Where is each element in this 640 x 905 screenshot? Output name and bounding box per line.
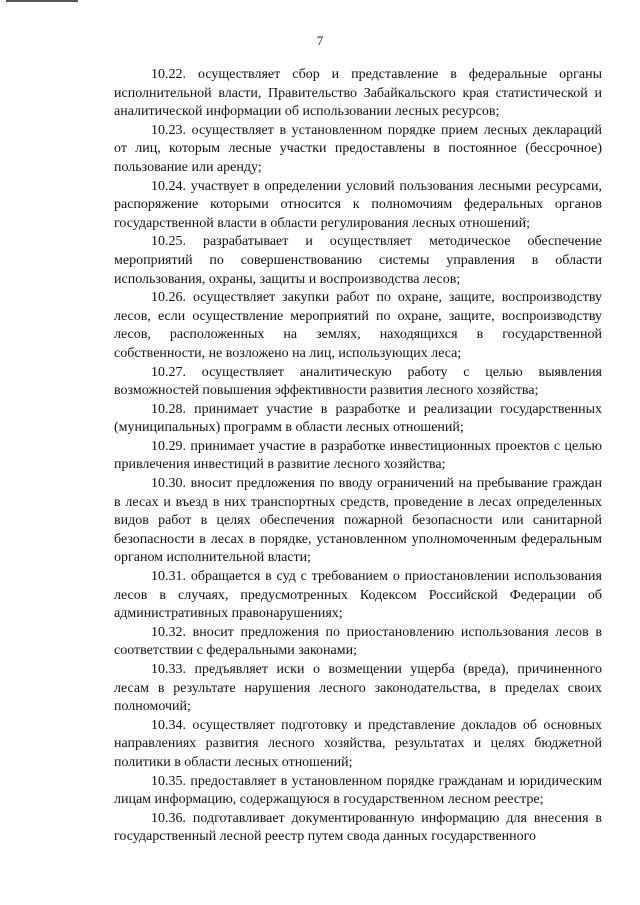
document-body <box>114 66 602 847</box>
paragraph-10-34: 10.34. осуществляет подготовку и представление докладов об основных направлениях развития лесного хозяйства, результатах и целях бюджетной политики в области лесных отношений; <box>114 717 602 770</box>
paragraph-10-35: 10.35. предоставляет в установленном порядке гражданам и юридическим лицам информацию, содержащуюся в государственном лесном реестре; <box>114 773 602 808</box>
paragraph-10-23: 10.23. осуществляет в установленном порядке прием лесных деклараций от лиц, которым лесные участки предоставлены в постоянное (бессрочное) пользование или аренду; <box>114 122 602 175</box>
paragraph-10-25: 10.25. разрабатывает и осуществляет методическое обеспечение мероприятий по совершенствованию системы управления в области использования, охраны, защиты и воспроизводства лесов; <box>114 234 602 287</box>
paragraph-10-30: 10.30. вносит предложения по вводу ограничений на пребывание граждан в лесах и въезд в них транспортных средств, проведение в лесах определенных видов работ в целях обеспечения пожарной безопасности или санитарной безопасности в лесах в порядке, установленном уполномоченным федеральным органом исполнительной власти; <box>114 476 602 566</box>
paragraph-10-32: 10.32. вносит предложения по приостановлению использования лесов в соответствии с федеральными законами; <box>114 624 602 659</box>
top-edge-rule <box>6 0 78 2</box>
paragraph-10-29: 10.29. принимает участие в разработке инвестиционных проектов с целью привлечения инвестиций в развитие лесного хозяйства; <box>114 438 602 473</box>
paragraph-10-36: 10.36. подготавливает документированную информацию для внесения в государственный лесной реестр путем свода данных государственного <box>114 810 602 845</box>
paragraph-10-27: 10.27. осуществляет аналитическую работу с целью выявления возможностей повышения эффективности развития лесного хозяйства; <box>114 364 602 399</box>
page-number: 7 <box>316 33 324 48</box>
paragraph-10-26: 10.26. осуществляет закупки работ по охране, защите, воспроизводству лесов, если осуществление мероприятий по охране, защите, воспроизводству лесов, расположенных на землях, находящихся в государственной собственности, не возложено на лиц, использующих леса; <box>114 290 602 361</box>
paragraph-10-22: 10.22. осуществляет сбор и представление в федеральные органы исполнительной власти, Правительство Забайкальского края статистической и аналитической информации об использовании лесных ресурсов; <box>114 67 602 120</box>
paragraph-10-24: 10.24. участвует в определении условий пользования лесными ресурсами, распоряжение которыми относится к полномочиям федеральных органов государственной власти в области регулирования лесных отношений; <box>114 178 602 231</box>
paragraph-10-33: 10.33. предъявляет иски о возмещении ущерба (вреда), причиненного лесам в результате нарушения лесного законодательства, в пределах своих полномочий; <box>114 662 602 715</box>
paragraph-10-31: 10.31. обращается в суд с требованием о приостановлении использования лесов в случаях, предусмотренных Кодексом Российской Федерации об административных правонарушениях; <box>114 569 602 622</box>
paragraph-10-28: 10.28. принимает участие в разработке и реализации государственных (муниципальных) программ в области лесных отношений; <box>114 401 602 436</box>
